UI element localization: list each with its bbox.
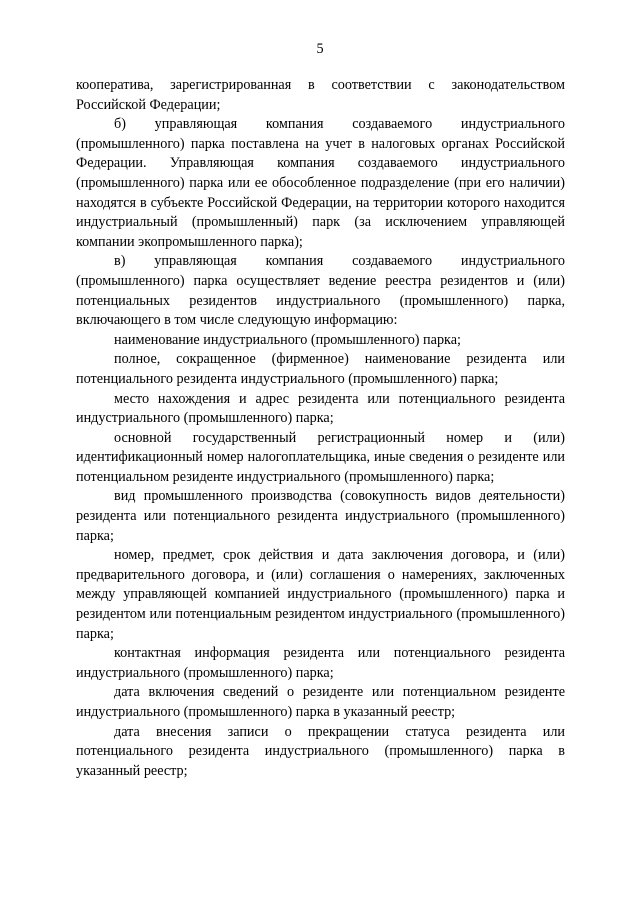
paragraph: кооператива, зарегистрированная в соответствии с законодательством Российской Федерации;: [76, 77, 565, 113]
paragraph: номер, предмет, срок действия и дата заключения договора, и (или) предварительного договора, и (или) соглашения о намерениях, заключенных между управляющей компанией индустриального (промышленного) парка и резидентом или потенциальным резидентом индустриального (промышленного) парка;: [76, 547, 565, 642]
paragraph: наименование индустриального (промышленного) парка;: [114, 331, 461, 348]
paragraph: б) управляющая компания создаваемого индустриального (промышленного) парка поставлена на учет в налоговых органах Российской Федерации. Управляющая компания создаваемого индустриального (промышленного) парка или ее обособленное подразделение (при его наличии) находятся в субъекте Российской Федерации, на территории которого находится индустриальный (промышленный) парк (за исключением управляющей компании экопромышленного парка);: [76, 116, 565, 250]
page-number: 5: [316, 41, 324, 57]
paragraph: в) управляющая компания создаваемого индустриального (промышленного) парка осуществляет ведение реестра резидентов и (или) потенциальных резидентов индустриального (промышленного) парка, включающего в том числе следующую информацию:: [76, 253, 565, 329]
paragraph: вид промышленного производства (совокупность видов деятельности) резидента или потенциального резидента индустриального (промышленного) парка;: [76, 488, 565, 544]
paragraph: контактная информация резидента или потенциального резидента индустриального (промышленного) парка;: [76, 645, 565, 681]
paragraph: место нахождения и адрес резидента или потенциального резидента индустриального (промышленного) парка;: [76, 390, 565, 427]
document-body: [76, 76, 565, 781]
paragraph: дата включения сведений о резиденте или потенциальном резиденте индустриального (промышленного) парка в указанный реестр;: [76, 684, 565, 720]
paragraph: основной государственный регистрационный номер и (или) идентификационный номер налогоплательщика, иные сведения о резиденте или потенциальном резиденте индустриального (промышленного) парка;: [76, 429, 565, 485]
paragraph: полное, сокращенное (фирменное) наименование резидента или потенциального резидента индустриального (промышленного) парка;: [76, 351, 565, 387]
paragraph: дата внесения записи о прекращении статуса резидента или потенциального резидента индустриального (промышленного) парка в указанный реестр;: [76, 723, 565, 779]
